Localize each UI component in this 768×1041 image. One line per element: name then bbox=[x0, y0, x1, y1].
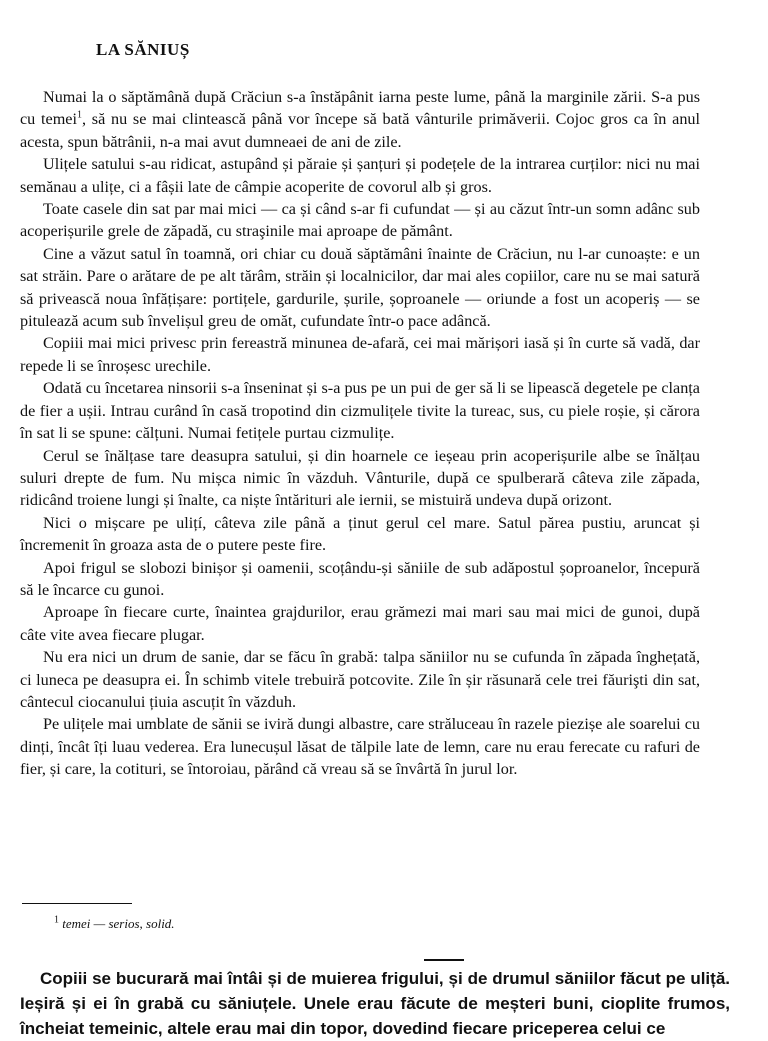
paragraph-1 bbox=[20, 86, 700, 153]
paragraph-10: Aproape în fiecare curte, înaintea grajdurilor, erau grămezi mai mari sau mai mici de gunoi, după câte vite avea fiecare plugar. bbox=[20, 603, 700, 644]
footnote-reference: 1 bbox=[76, 110, 82, 122]
paragraph-1-rest: , să nu se mai clintească până vor începe să bată vânturile primăverii. Cojoc gros ca în anul acesta, spun bătrânii, n-a mai avut dumneaei de ani de zile. bbox=[20, 110, 701, 151]
paragraph-12: Pe ulițele mai umblate de sănii se iviră dungi albastre, care străluceau în razele piezișe ale soarelui cu dinți, încât îți luau vederea. Era lunecușul lăsat de tălpile late de lemn, care nu erau ferecate cu rafuri de fier, și care, la cotituri, se întoroiau, părând că vreau să se învârtă în jurul lor. bbox=[20, 715, 700, 779]
footnote-text: temei — serios, solid. bbox=[62, 916, 175, 931]
footnote-mark: 1 bbox=[54, 914, 59, 926]
page-break-mark bbox=[424, 959, 464, 961]
paragraph-2: Ulițele satului s-au ridicat, astupând și păraie și șanțuri și podețele de la intrarea curților: nici nu mai semănau a ulițe, ci a fâșii late de câmpie acoperite de covorul alb și gros. bbox=[20, 155, 700, 196]
paragraph-7: Cerul se înălțase tare deasupra satului, și din hoarnele ce ieșeau prin acoperișurile albe se înălțau suluri drepte de fum. Nu mișca nimic în văzduh. Vânturile, după ce spulberară câteva zile zăpada, ridicând troiene lungi și înalte, ca niște întărituri ale iernii, se mistuiră undeva după orizont. bbox=[20, 446, 700, 510]
paragraph-9: Apoi frigul se slobozi binișor și oamenii, scoțându-și săniile de sub adăpostul șoproanelor, începură să le încarce cu gunoi. bbox=[20, 558, 700, 599]
paragraph-8: Nici o mișcare pe ulițí, câteva zile până a ținut gerul cel mare. Satul părea pustiu, aruncat și încremenit în groaza asta de o putere peste fire. bbox=[20, 513, 700, 555]
story-body bbox=[20, 86, 700, 781]
footnote-divider bbox=[22, 903, 132, 904]
paragraph-11: Nu era nici un drum de sanie, dar se făcu în grabă: talpa săniilor nu se cufunda în zăpada înghețată, ci luneca pe deasupra ei. În schimb vitele trebuiră potcovite. Zile în șir răsunară cele trei făurişti din sat, cântecul ciocanului țiuia ascuțit în văzduh. bbox=[20, 648, 700, 711]
paragraph-3: Toate casele din sat par mai mici — ca și când s-ar fi cufundat — și au căzut într-un somn adânc sub acoperișurile grele de zăpadă, cu straşinile mai aproape de pământ. bbox=[20, 200, 700, 241]
paragraph-1-start: Numai la o săptămână după Crăciun s-a înstăpânit iarna peste lume, până la marginile zării. S-a pus cu temei bbox=[20, 88, 700, 129]
page-title: LA SĂNIUȘ bbox=[96, 40, 190, 59]
next-paragraph: Copiii se bucurară mai întâi și de muierea frigului, și de drumul săniilor făcut pe uliță. Ieșiră și ei în grabă cu săniuțele. Unele erau făcute de meșteri buni, cioplite frumos, încheiat temeinic, altele erau mai din topor, dovedind fiecare priceperea celui ce bbox=[20, 969, 730, 1038]
paragraph-6: Odată cu încetarea ninsorii s-a înseninat și s-a pus pe un pui de ger să li se lipească degetele pe clanța de fier a ușii. Intrau curând în casă tropotind din cizmulițele tivite la tureac, sus, cu piele roșie, și cărora în sat li se spune: călțuni. Numai fetițele purtau cizmulițe. bbox=[20, 379, 700, 443]
paragraph-5: Copiii mai mici privesc prin fereastră minunea de-afară, cei mai mărișori iasă și în curte să vadă, dar repede li se înroșesc urechile. bbox=[20, 334, 700, 375]
footnote bbox=[54, 916, 175, 932]
next-page-text bbox=[20, 966, 730, 1041]
paragraph-4: Cine a văzut satul în toamnă, ori chiar cu două săptămâni înainte de Crăciun, nu l-ar cunoaște: e un sat străin. Pare o arătare de pe alt tărâm, străin și localnicilor, dar mai ales copiilor, care nu se mai satură să privească noua înfățișare: portițele, gardurile, șurile, șoproanele — oriunde a fost un acoperiș — se pitulează acum sub învelișul greu de omăt, cufundate într-o pace adâncă. bbox=[20, 244, 700, 331]
